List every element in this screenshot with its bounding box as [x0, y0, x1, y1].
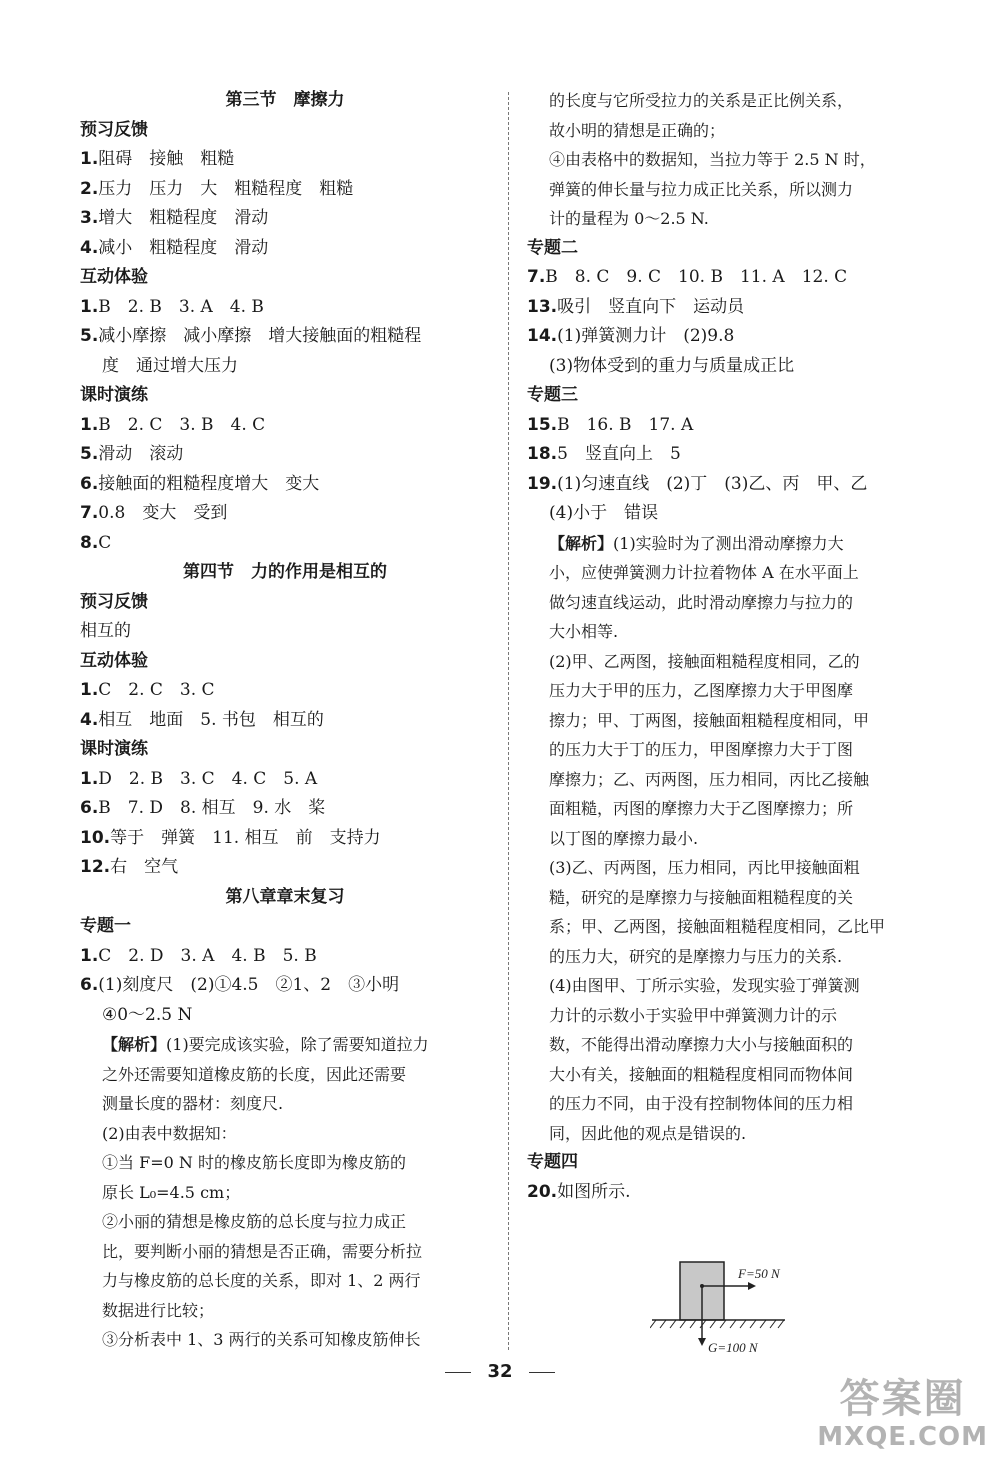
column-divider: [508, 92, 509, 1350]
item-number: 4.: [80, 237, 99, 258]
answer-continuation: (4)小于 错误: [549, 503, 659, 523]
item-number: 8.: [80, 532, 99, 553]
page-number-dash-left: [445, 1372, 471, 1373]
explanation-line: 压力大于甲的压力，乙图摩擦力大于甲图摩: [549, 681, 854, 700]
subsection-heading: 预习反馈: [80, 591, 148, 612]
answer-item: [80, 765, 490, 795]
explanation-line: 计的量程为 0～2.5 N.: [549, 209, 709, 228]
answer-item: [527, 1178, 937, 1208]
answer-item: [80, 853, 490, 883]
explanation-line: (4)由图甲、丁所示实验，发现实验丁弹簧测: [549, 976, 860, 995]
answer-item: [527, 411, 937, 441]
answer-item: [527, 440, 937, 470]
force-f-label: F=50 N: [738, 1266, 780, 1281]
answer-item: [80, 440, 490, 470]
section-title: 第三节 摩擦力: [225, 90, 345, 110]
item-text: 接触面的粗糙程度增大 变大: [98, 473, 320, 494]
item-number: 14.: [527, 326, 558, 346]
watermark: [817, 1376, 988, 1452]
explanation-line: 做匀速直线运动，此时滑动摩擦力与拉力的: [549, 592, 854, 612]
explanation-line: 系；甲、乙两图，接触面粗糙程度相同，乙比甲: [549, 917, 886, 936]
item-number: 6.: [80, 473, 99, 494]
item-number: 6.: [80, 975, 99, 995]
item-number: 1.: [80, 149, 99, 169]
answer-item: [80, 942, 490, 972]
explanation-line: 弹簧的伸长量与拉力成正比关系，所以测力: [549, 179, 854, 199]
answer-item: [80, 499, 490, 529]
item-text: 增大 粗糙程度 滑动: [98, 208, 269, 228]
item-text: B 2. B 3. A 4. B: [98, 296, 264, 317]
item-number: 4.: [80, 709, 99, 730]
explanation-line: 测量长度的器材：刻度尺.: [102, 1094, 284, 1113]
item-number: 6.: [80, 798, 99, 818]
explanation-line: [80, 1030, 490, 1060]
item-text: C 2. C 3. C: [98, 680, 215, 700]
explanation-line: (3)乙、丙两图，压力相同，丙比甲接触面粗: [549, 858, 860, 877]
section-title: 第八章章末复习: [225, 886, 345, 907]
item-number: 5.: [80, 444, 99, 464]
answer-item: [80, 204, 490, 234]
explanation-line: 大小有关，接触面的粗糙程度相同而物体间: [549, 1064, 854, 1084]
explanation-line: 同，因此他的观点是错误的.: [549, 1123, 747, 1143]
force-diagram: [650, 1258, 810, 1358]
subsection-heading: 专题一: [80, 916, 131, 936]
item-number: 2.: [80, 178, 99, 199]
explanation-line: 数据进行比较；: [102, 1300, 215, 1320]
subsection-heading: 专题四: [527, 1152, 578, 1172]
item-number: 1.: [80, 414, 99, 435]
subsection-heading: 课时演练: [80, 385, 148, 405]
section-title: 第四节 力的作用是相互的: [183, 562, 387, 582]
answer-item: [80, 529, 490, 559]
subsection-heading: 互动体验: [80, 650, 148, 671]
item-number: 19.: [527, 473, 558, 494]
explanation-text: (1)要完成该实验，除了需要知道拉力: [166, 1035, 429, 1054]
explanation-tag: 【解析】: [102, 1035, 167, 1054]
explanation-line: 的压力不同，由于没有控制物体间的压力相: [549, 1094, 854, 1113]
answer-continuation: 度 通过增大压力: [102, 355, 238, 376]
subsection-heading: 互动体验: [80, 267, 148, 287]
explanation-text: (1)实验时为了测出滑动摩擦力大: [613, 533, 844, 553]
gravity-arrowhead: [698, 1338, 706, 1346]
subsection-heading: 预习反馈: [80, 119, 148, 140]
item-text: 等于 弹簧 11. 相互 前 支持力: [110, 827, 381, 848]
answer-item: [80, 706, 490, 736]
subsection-heading: 专题三: [527, 385, 578, 405]
answer-item: [80, 234, 490, 264]
answer-item: [527, 263, 937, 293]
explanation-line: 比，要判断小丽的猜想是否正确，需要分析拉: [102, 1241, 423, 1261]
force-f-arrowhead: [748, 1282, 756, 1290]
item-text: 右 空气: [110, 857, 179, 877]
explanation-line: 摩擦力；乙、丙两图，压力相同，丙比乙接触: [549, 769, 870, 789]
item-number: 5.: [80, 326, 99, 346]
item-number: 7.: [527, 267, 546, 287]
item-text: (1)匀速直线 (2)丁 (3)乙、丙 甲、乙: [557, 473, 868, 494]
explanation-tag: 【解析】: [549, 533, 614, 553]
explanation-line: (2)甲、乙两图，接触面粗糙程度相同，乙的: [549, 651, 860, 671]
item-text: D 2. B 3. C 4. C 5. A: [98, 768, 318, 789]
explanation-line: 的压力大于丁的压力，甲图摩擦力大于丁图: [549, 740, 854, 759]
item-text: C 2. D 3. A 4. B 5. B: [98, 945, 317, 966]
explanation-line: 数，不能得出滑动摩擦力大小与接触面积的: [549, 1035, 854, 1054]
answer-text: 相互的: [80, 621, 131, 641]
item-number: 15.: [527, 414, 558, 435]
answer-item: [80, 794, 490, 824]
item-number: 18.: [527, 444, 558, 464]
answer-item: [80, 470, 490, 500]
explanation-line: ①当 F=0 N 时的橡皮筋长度即为橡皮筋的: [102, 1153, 406, 1172]
answer-item: [80, 411, 490, 441]
explanation-line: 故小明的猜想是正确的；: [549, 120, 726, 140]
watermark-line2: MXQE.COM: [817, 1422, 988, 1452]
explanation-line: (2)由表中数据知：: [102, 1123, 237, 1143]
explanation-line: 以丁图的摩擦力最小.: [549, 828, 699, 848]
answer-item: [80, 971, 490, 1001]
item-number: 1.: [80, 296, 99, 317]
subsection-heading: 课时演练: [80, 739, 148, 759]
explanation-line: 糙，研究的是摩擦力与接触面粗糙程度的关: [549, 887, 854, 907]
item-text: 滑动 滚动: [98, 444, 184, 464]
answer-continuation: ④0～2.5 N: [102, 1004, 193, 1025]
explanation-line: ④由表格中的数据知，当拉力等于 2.5 N 时，: [549, 150, 876, 169]
item-text: 减小摩擦 减小摩擦 增大接触面的粗糙程: [98, 326, 422, 346]
item-text: B 2. C 3. B 4. C: [98, 414, 266, 435]
item-text: 压力 压力 大 粗糙程度 粗糙: [98, 178, 354, 199]
explanation-line: 面粗糙，丙图的摩擦力大于乙图摩擦力；所: [549, 799, 854, 818]
item-text: 5 竖直向上 5: [557, 444, 681, 464]
explanation-line: 力与橡皮筋的总长度的关系，即对 1、2 两行: [102, 1271, 421, 1290]
item-text: 如图所示.: [557, 1181, 631, 1202]
page-number-dash-right: [529, 1372, 555, 1373]
explanation-line: ②小丽的猜想是橡皮筋的总长度与拉力成正: [102, 1212, 407, 1231]
answer-item: [80, 824, 490, 854]
watermark-line1: 答案圈: [839, 1376, 966, 1422]
item-number: 12.: [80, 857, 111, 877]
item-text: B 8. C 9. C 10. B 11. A 12. C: [545, 267, 848, 287]
item-text: 相互 地面 5. 书包 相互的: [98, 709, 324, 730]
item-text: B 7. D 8. 相互 9. 水 桨: [98, 798, 326, 818]
item-text: 减小 粗糙程度 滑动: [98, 237, 269, 258]
item-text: (1)弹簧测力计 (2)9.8: [557, 326, 735, 346]
item-text: 0.8 变大 受到: [98, 503, 228, 523]
answer-item: [80, 145, 490, 175]
item-number: 10.: [80, 827, 111, 848]
item-number: 1.: [80, 945, 99, 966]
answer-item: [80, 322, 490, 352]
item-number: 20.: [527, 1181, 558, 1202]
right-column: [527, 86, 937, 1207]
item-number: 7.: [80, 503, 99, 523]
item-text: C: [98, 532, 112, 553]
answer-item: [527, 470, 937, 500]
left-column: [80, 86, 490, 1355]
item-number: 1.: [80, 768, 99, 789]
answer-item: [80, 175, 490, 205]
explanation-line: 之外还需要知道橡皮筋的长度，因此还需要: [102, 1064, 407, 1084]
explanation-line: 擦力；甲、丁两图，接触面粗糙程度相同，甲: [549, 710, 870, 730]
explanation-line: 小，应使弹簧测力计拉着物体 A 在水平面上: [549, 563, 859, 582]
item-text: 吸引 竖直向下 运动员: [557, 296, 745, 317]
gravity-label: G=100 N: [708, 1340, 758, 1355]
item-text: (1)刻度尺 (2)①4.5 ②1、2 ③小明: [98, 975, 400, 995]
item-text: B 16. B 17. A: [557, 414, 694, 435]
explanation-line: 大小相等.: [549, 622, 619, 641]
explanation-line: 的长度与它所受拉力的关系是正比例关系，: [549, 91, 854, 110]
explanation-line: ③分析表中 1、3 两行的关系可知橡皮筋伸长: [102, 1330, 421, 1349]
answer-item: [527, 293, 937, 323]
explanation-line: 原长 L₀=4.5 cm；: [102, 1182, 241, 1202]
answer-continuation: (3)物体受到的重力与质量成正比: [549, 355, 795, 376]
subsection-heading: 专题二: [527, 237, 578, 258]
explanation-line: 的压力大，研究的是摩擦力与压力的关系.: [549, 946, 843, 966]
explanation-line: 力计的示数小于实验甲中弹簧测力计的示: [549, 1005, 838, 1025]
explanation-line: [527, 529, 937, 559]
item-number: 13.: [527, 296, 558, 317]
page-number: 32: [0, 1361, 1000, 1382]
answer-item: [527, 322, 937, 352]
point-of-application: [700, 1284, 704, 1288]
ground-hatch: [650, 1320, 784, 1328]
item-text: 阻碍 接触 粗糙: [98, 149, 235, 169]
answer-item: [80, 293, 490, 323]
answer-item: [80, 676, 490, 706]
item-number: 1.: [80, 680, 99, 700]
item-number: 3.: [80, 208, 99, 228]
